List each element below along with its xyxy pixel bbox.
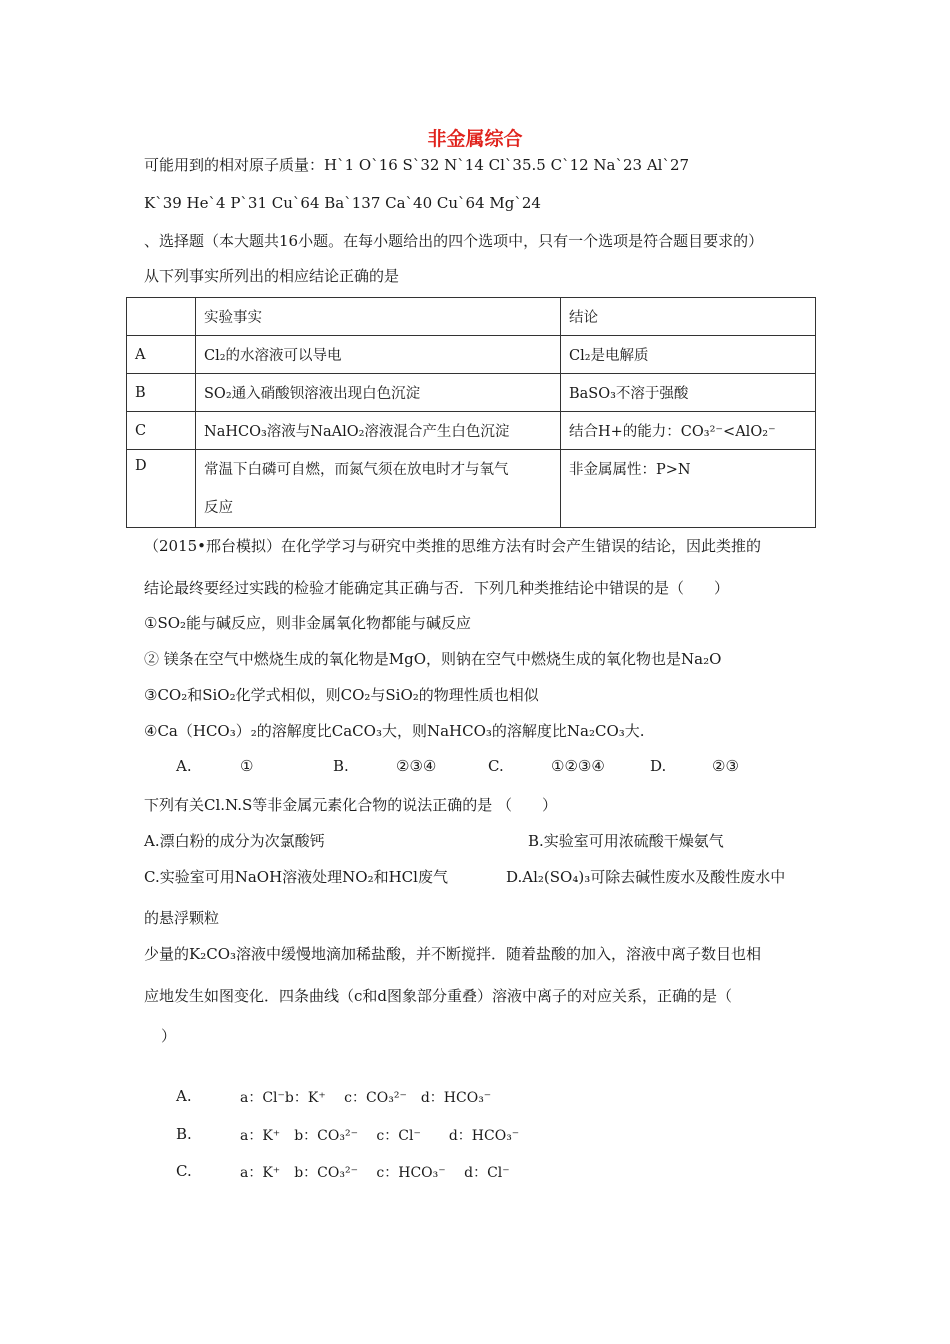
table-row xyxy=(127,412,816,450)
row-fact: SO₂通入硝酸钡溶液出现白色沉淀 xyxy=(196,374,561,412)
q2-statement-4: ④Ca（HCO₃）₂的溶解度比CaCO₃大，则NaHCO₃的溶解度比Na₂CO₃大. xyxy=(144,722,645,740)
q2-option-d-letter: D. xyxy=(650,757,667,775)
table-header-row xyxy=(127,298,816,336)
q4-option-b-text: a：K⁺ b：CO₃²⁻ c：Cl⁻ d：HCO₃⁻ xyxy=(240,1128,520,1144)
q4-line-2: 应地发生如图变化．四条曲线（c和d图象部分重叠）溶液中离子的对应关系，正确的是（ xyxy=(144,987,733,1005)
header-fact: 实验事实 xyxy=(196,298,561,336)
q2-option-c-letter: C. xyxy=(488,757,504,775)
row-fact: Cl₂的水溶液可以导电 xyxy=(196,336,561,374)
q4-option-a-text: a：Cl⁻b：K⁺ c：CO₃²⁻ d：HCO₃⁻ xyxy=(240,1090,492,1106)
row-fact-line: 反应 xyxy=(204,499,233,516)
q1-stem: 从下列事实所列出的相应结论正确的是 xyxy=(144,267,400,285)
q4-option-c-text: a：K⁺ b：CO₃²⁻ c：HCO₃⁻ d：Cl⁻ xyxy=(240,1165,510,1181)
atomic-masses-line-1: 可能用到的相对原子质量：H`1 O`16 S`32 N`14 Cl`35.5 C`12 Na`23 Al`27 xyxy=(144,156,690,174)
header-conclusion: 结论 xyxy=(561,298,816,336)
atomic-masses-line-2: K`39 He`4 P`31 Cu`64 Ba`137 Ca`40 Cu`64 Mg`24 xyxy=(144,194,541,212)
q4-option-a-letter: A. xyxy=(176,1087,192,1105)
q2-line-2: 结论最终要经过实践的检验才能确定其正确与否．下列几种类推结论中错误的是（ ） xyxy=(144,579,730,597)
q3-option-b: B.实验室可用浓硫酸干燥氨气 xyxy=(528,832,724,850)
row-label: D xyxy=(127,450,196,528)
table-cell xyxy=(127,298,196,336)
row-conclusion: 非金属属性：P>N xyxy=(561,450,816,528)
table-row xyxy=(127,450,816,528)
q2-option-d-text: ②③ xyxy=(712,757,739,775)
q2-option-a-letter: A. xyxy=(176,757,192,775)
q4-line-3: ） xyxy=(161,1027,177,1045)
row-label: B xyxy=(127,374,196,412)
q2-option-a-text: ① xyxy=(240,757,254,775)
q2-statement-2: ② 镁条在空气中燃烧生成的氧化物是MgO，则钠在空气中燃烧生成的氧化物也是Na₂O xyxy=(144,650,722,668)
q2-option-c-text: ①②③④ xyxy=(551,757,605,775)
row-fact: NaHCO₃溶液与NaAlO₂溶液混合产生白色沉淀 xyxy=(196,412,561,450)
q4-option-b-letter: B. xyxy=(176,1125,192,1143)
row-label: C xyxy=(127,412,196,450)
row-conclusion: Cl₂是电解质 xyxy=(561,336,816,374)
row-conclusion: 结合H+的能力：CO₃²⁻<AlO₂⁻ xyxy=(561,412,816,450)
facts-table xyxy=(126,297,816,528)
q2-option-b-text: ②③④ xyxy=(396,757,437,775)
row-fact-line: 常温下白磷可自燃，而氮气须在放电时才与氧气 xyxy=(204,461,509,478)
page-title: 非金属综合 xyxy=(427,128,523,150)
row-conclusion: BaSO₃不溶于强酸 xyxy=(561,374,816,412)
row-label: A xyxy=(127,336,196,374)
section-heading: 、选择题（本大题共16小题。在每小题给出的四个选项中，只有一个选项是符合题目要求的） xyxy=(144,232,764,250)
q3-stem: 下列有关Cl.N.S等非金属元素化合物的说法正确的是 （ ） xyxy=(144,796,558,814)
q3-option-a: A.漂白粉的成分为次氯酸钙 xyxy=(144,832,325,850)
q3-option-d-line-1: D.Al₂(SO₄)₃可除去碱性废水及酸性废水中 xyxy=(506,868,786,886)
q2-statement-3: ③CO₂和SiO₂化学式相似，则CO₂与SiO₂的物理性质也相似 xyxy=(144,686,539,704)
q2-line-1: （2015•邢台模拟）在化学学习与研究中类推的思维方法有时会产生错误的结论，因此类推的 xyxy=(144,537,762,555)
q4-option-c-letter: C. xyxy=(176,1162,192,1180)
table-row xyxy=(127,336,816,374)
q4-line-1: 少量的K₂CO₃溶液中缓慢地滴加稀盐酸，并不断搅拌．随着盐酸的加入，溶液中离子数目也相 xyxy=(144,945,762,963)
q3-option-d-line-2: 的悬浮颗粒 xyxy=(144,909,220,927)
q2-statement-1: ①SO₂能与碱反应，则非金属氧化物都能与碱反应 xyxy=(144,614,472,632)
row-fact xyxy=(196,450,561,528)
table-row xyxy=(127,374,816,412)
q2-option-b-letter: B. xyxy=(333,757,349,775)
q3-option-c: C.实验室可用NaOH溶液处理NO₂和HCl废气 xyxy=(144,868,448,886)
